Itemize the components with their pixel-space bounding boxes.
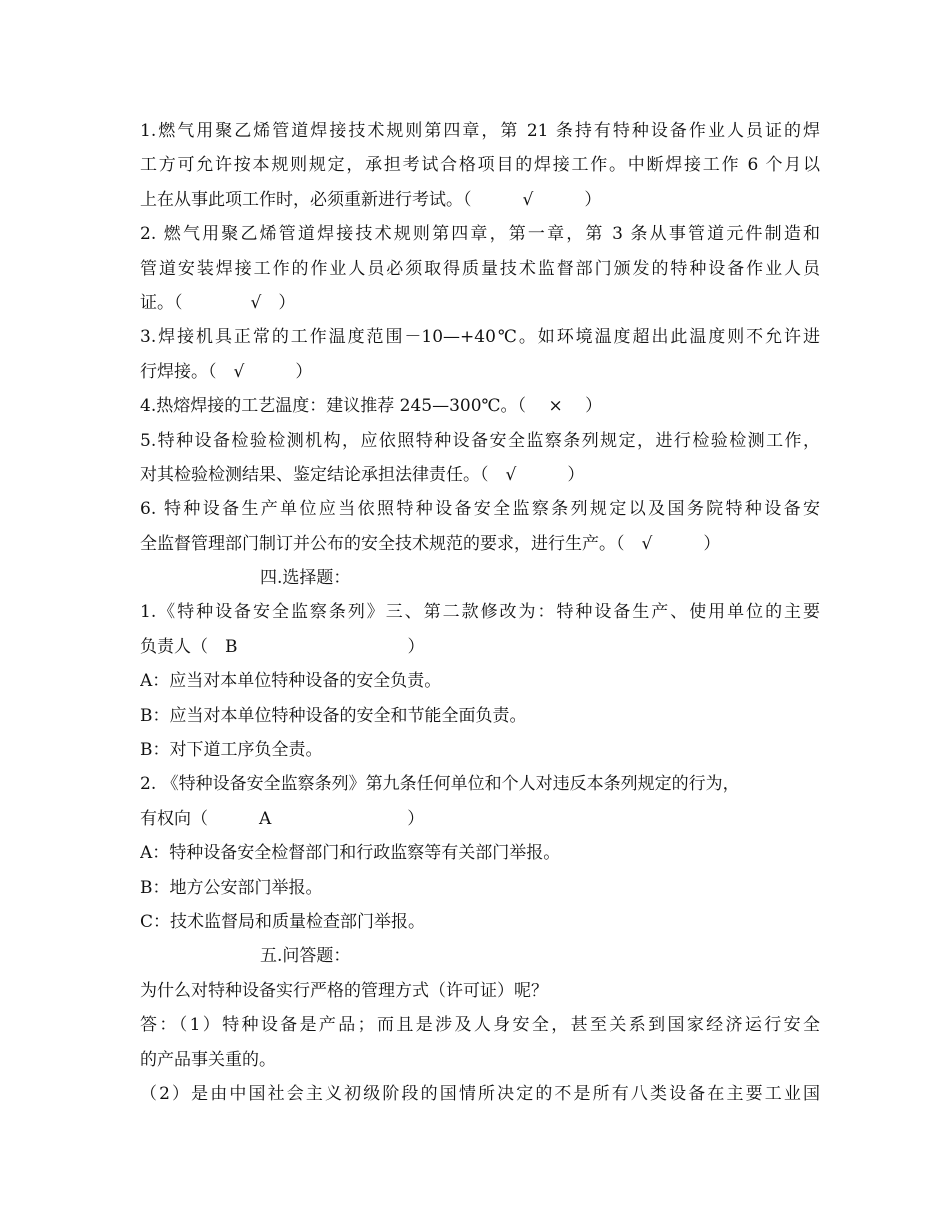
text-line: 上在从事此项工作时，必须重新进行考试。（ √ ） — [140, 189, 602, 210]
text-line: A：特种设备安全检督部门和行政监察等有关部门举报。 — [140, 843, 561, 864]
text-line: 2. 《特种设备安全监察条列》第九条任何单位和个人对违反本条列规定的行为， — [140, 774, 740, 795]
section-heading: 五.问答题： — [260, 946, 351, 967]
text-line: 对其检验检测结果、鉴定结论承担法律责任。（ √ ） — [140, 464, 585, 485]
text-line: 为什么对特种设备实行严格的管理方式（许可证）呢？ — [140, 980, 548, 1001]
text-line: 4.热熔焊接的工艺温度：建议推荐 245—300℃。（ × ） — [140, 396, 603, 417]
text-line: 证。（ √ ） — [140, 292, 296, 313]
text-line: B：对下道工序负全责。 — [140, 740, 323, 761]
section-heading: 四.选择题： — [260, 568, 351, 589]
text-line: 1.燃气用聚乙烯管道焊接技术规则第四章，第 21 条持有特种设备作业人员证的焊 — [140, 121, 820, 141]
text-line: 有权向（ A ） — [140, 808, 425, 829]
text-line: 3.焊接机具正常的工作温度范围－10—+40℃。如环境温度超出此温度则不允许进 — [140, 327, 820, 348]
text-line: A：应当对本单位特种设备的安全负责。 — [140, 671, 442, 692]
text-line: 全监督管理部门制订并公布的安全技术规范的要求，进行生产。（ √ ） — [140, 533, 721, 554]
text-line: 的产品事关重的。 — [140, 1049, 276, 1070]
text-line: 管道安装焊接工作的作业人员必须取得质量技术监督部门颁发的特种设备作业人员 — [140, 258, 820, 279]
text-line: 6. 特种设备生产单位应当依照特种设备安全监察条列规定以及国务院特种设备安 — [140, 499, 820, 520]
text-line: B：应当对本单位特种设备的安全和节能全面负责。 — [140, 705, 527, 726]
text-line: 工方可允许按本规则规定，承担考试合格项目的焊接工作。中断焊接工作 6 个月以 — [140, 155, 820, 176]
text-line: 答：（1）特种设备是产品；而且是涉及人身安全，甚至关系到国家经济运行安全 — [140, 1015, 820, 1036]
document-body — [140, 114, 820, 1111]
text-line: 行焊接。（ √ ） — [140, 361, 313, 382]
text-line: 5.特种设备检验检测机构，应依照特种设备安全监察条列规定，进行检验检测工作， — [140, 430, 820, 451]
text-line: 1.《特种设备安全监察条列》三、第二款修改为：特种设备生产、使用单位的主要 — [140, 602, 820, 623]
text-line: （2）是由中国社会主义初级阶段的国情所决定的不是所有八类设备在主要工业国 — [140, 1083, 820, 1104]
text-line: C：技术监督局和质量检查部门举报。 — [140, 911, 426, 932]
text-line: 2. 燃气用聚乙烯管道焊接技术规则第四章，第一章，第 3 条从事管道元件制造和 — [140, 224, 820, 245]
text-line: B：地方公安部门举报。 — [140, 877, 323, 898]
text-line: 负责人（ B ） — [140, 636, 425, 657]
